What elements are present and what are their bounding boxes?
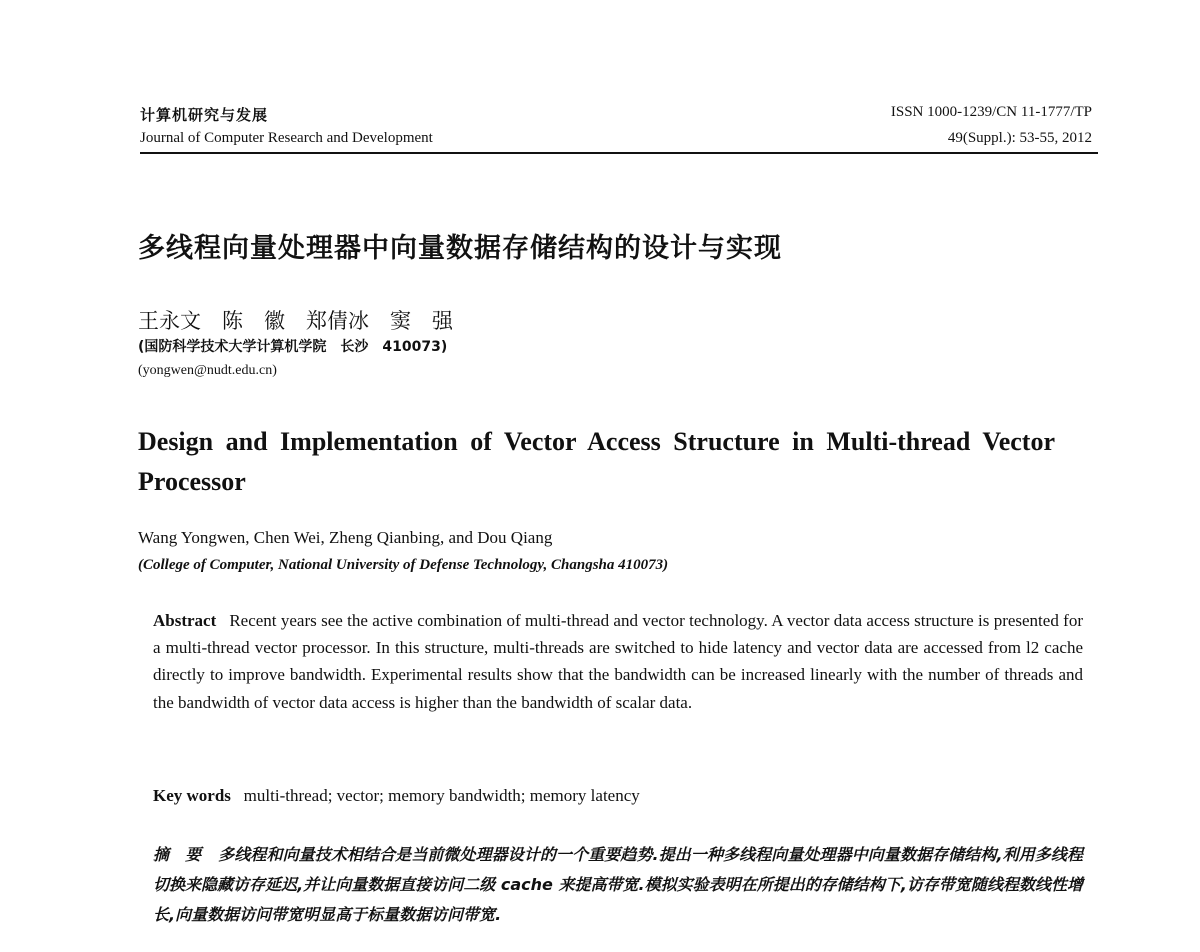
keywords-text: multi-thread; vector; memory bandwidth; memory latency xyxy=(243,786,640,805)
authors-en: Wang Yongwen, Chen Wei, Zheng Qianbing, and Dou Qiang xyxy=(138,528,553,547)
title-en: Design and Implementation of Vector Access Structure in Multi-thread Vector Processor xyxy=(138,427,1055,496)
header-rule xyxy=(140,152,1098,154)
authors-cn: 王永文 陈 徽 郑倩冰 窦 强 xyxy=(138,309,453,333)
volume-info: 49(Suppl.): 53-55, 2012 xyxy=(947,130,1092,146)
title-cn: 多线程向量处理器中向量数据存储结构的设计与实现 xyxy=(138,233,782,264)
abstract-cn-text: 多线程和向量技术相结合是当前微处理器设计的一个重要趋势.提出一种多线程向量处理器中向量数据存储结构,利用多线程切换来隐藏访存延迟,并让向量数据直接访问二级 cache 来提高带宽.模拟实验表明在所提出的存储结构下,访存带宽随线程数线性增长,向量数据访问带宽明显高于标量数据访问带宽. xyxy=(153,845,1083,924)
abstract-en xyxy=(153,607,1083,716)
abstract-cn-label: 摘 要 xyxy=(153,845,202,864)
keywords-label: Key words xyxy=(153,786,231,805)
affiliation-cn: (国防科学技术大学计算机学院 长沙 410073) xyxy=(138,339,448,355)
affiliation-en: (College of Computer, National University of Defense Technology, Changsha 410073) xyxy=(138,557,669,573)
journal-name-cn: 计算机研究与发展 xyxy=(140,106,269,124)
abstract-label: Abstract xyxy=(153,611,217,630)
abstract-cn xyxy=(153,840,1083,930)
email: (yongwen@nudt.edu.cn) xyxy=(138,363,277,378)
journal-name-en: Journal of Computer Research and Development xyxy=(140,130,433,146)
keywords xyxy=(153,786,640,806)
abstract-text: Recent years see the active combination of multi-thread and vector technology. A vector data access structure is presented for a multi-thread vector processor. In this structure, multi-threads are switched to hide latency and vector data are accessed from l2 cache directly to improve bandwidth. Experimental results show that the bandwidth can be increased linearly with the number of threads and the bandwidth of vector data access is higher than the bandwidth of scalar data. xyxy=(153,611,1083,712)
issn: ISSN 1000-1239/CN 11-1777/TP xyxy=(890,104,1092,120)
